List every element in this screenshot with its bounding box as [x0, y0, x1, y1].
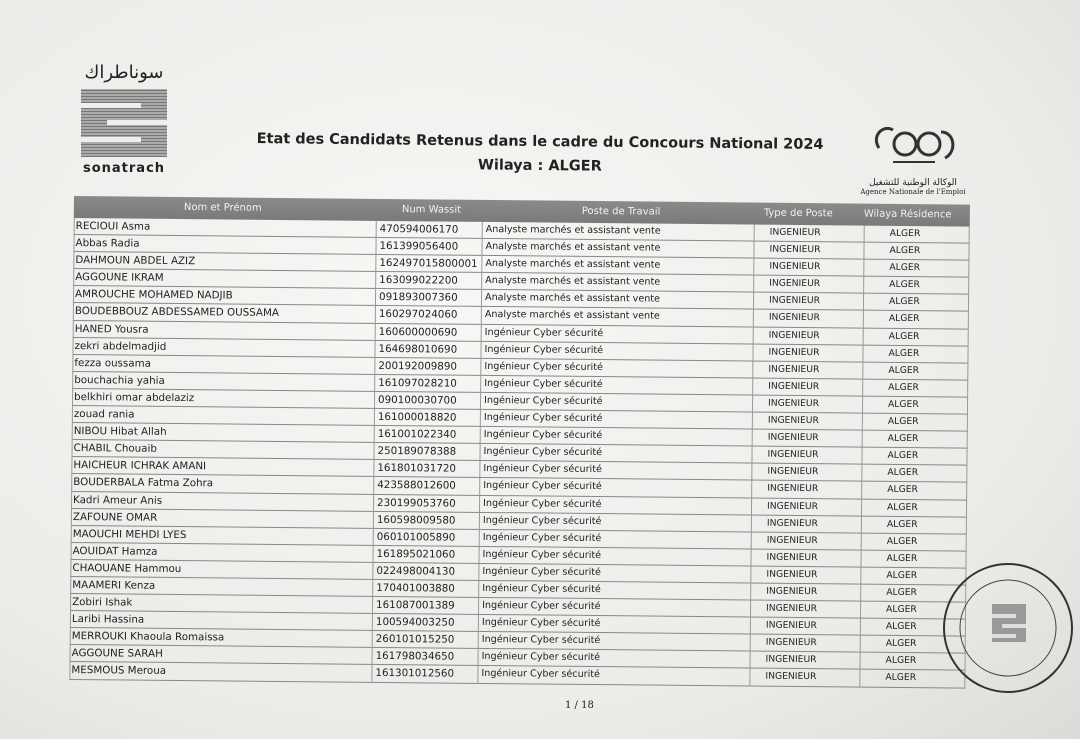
- cell-poste: Ingénieur Cyber sécurité: [482, 514, 602, 527]
- cell-poste: Ingénieur Cyber sécurité: [482, 599, 601, 613]
- cell-poste: Ingénieur Cyber sécurité: [484, 360, 603, 373]
- cell-type: INGENIEUR: [769, 277, 821, 290]
- cell-poste: Ingénieur Cyber sécurité: [483, 429, 603, 442]
- cell-wilaya: ALGER: [886, 552, 918, 564]
- cell-wassit: 161895021060: [376, 547, 456, 561]
- document-title: [240, 127, 840, 181]
- cell-wilaya: ALGER: [888, 330, 920, 342]
- cell-poste: Ingénieur Cyber sécurité: [484, 394, 603, 408]
- cell-wilaya: ALGER: [885, 672, 917, 684]
- cell-name: AOUIDAT Hamza: [72, 544, 158, 558]
- cell-type: INGENIEUR: [765, 619, 817, 632]
- cell-name: DAHMOUN ABDEL AZIZ: [75, 254, 196, 268]
- title-line-2: Wilaya : ALGER: [477, 157, 602, 175]
- cell-wassit: 170401003880: [376, 581, 455, 595]
- cell-type: INGENIEUR: [767, 483, 819, 495]
- cell-type: INGENIEUR: [767, 448, 819, 461]
- cell-wilaya: ALGER: [889, 227, 921, 240]
- cell-wassit: 160600000690: [378, 325, 458, 339]
- cell-wilaya: ALGER: [885, 655, 917, 667]
- cell-poste: Ingénieur Cyber sécurité: [482, 531, 602, 544]
- hr-stamp: [930, 560, 1080, 710]
- cell-wassit: 161798034650: [375, 650, 455, 664]
- cell-name: CHABIL Chouaib: [73, 442, 157, 456]
- sonatrach-emblem-icon: [81, 89, 167, 157]
- cell-name: bouchachia yahia: [74, 373, 165, 387]
- cell-wassit: 160598009580: [376, 513, 456, 527]
- cell-poste: Analyste marchés et assistant vente: [484, 309, 660, 323]
- cell-wassit: 161087001389: [376, 598, 455, 612]
- cell-type: INGENIEUR: [767, 431, 819, 444]
- cell-poste: Ingénieur Cyber sécurité: [483, 480, 602, 493]
- cell-poste: Ingénieur Cyber sécurité: [481, 617, 601, 630]
- cell-wassit: 060101005890: [376, 530, 456, 544]
- cell-name: fezza oussama: [74, 356, 152, 370]
- cell-type: INGENIEUR: [767, 465, 819, 478]
- cell-name: AGGOUNE SARAH: [71, 647, 163, 661]
- cell-wassit: 160297024060: [378, 308, 458, 322]
- cell-poste: Ingénieur Cyber sécurité: [484, 326, 604, 339]
- cell-wassit: 470594006170: [379, 222, 459, 236]
- cell-name: Zobiri Ishak: [72, 596, 133, 609]
- anem-arabic-name: الوكالة الوطنية للتشغيل: [869, 178, 957, 188]
- cell-name: ZAFOUNE OMAR: [72, 510, 158, 524]
- cell-name: MERROUKI Khaoula Romaissa: [71, 630, 225, 644]
- anem-french-name: Agence Nationale de l'Emploi: [860, 188, 966, 196]
- cell-wilaya: ALGER: [889, 279, 920, 291]
- cell-poste: Analyste marchés et assistant vente: [485, 241, 661, 254]
- title-line-1: Etat des Candidats Retenus dans le cadre du Concours National 2024: [256, 131, 824, 153]
- cell-type: INGENIEUR: [768, 363, 820, 375]
- cell-wilaya: ALGER: [887, 467, 919, 479]
- sonatrach-wordmark: sonatrach: [82, 161, 166, 176]
- cell-type: INGENIEUR: [768, 329, 820, 341]
- cell-wilaya: ALGER: [886, 518, 918, 530]
- sonatrach-arabic-name: سوناطراك: [84, 62, 164, 83]
- table-body: [69, 218, 969, 688]
- cell-wassit: 250189078388: [377, 445, 457, 458]
- cell-wilaya: ALGER: [888, 347, 920, 359]
- cell-wassit: 164698010690: [378, 342, 458, 356]
- cell-type: INGENIEUR: [768, 295, 821, 307]
- cell-name: BOUDEBBOUZ ABDESSAMED OUSSAMA: [74, 305, 279, 320]
- sonatrach-logo: [74, 62, 174, 176]
- cell-name: AMROUCHE MOHAMED NADJIB: [74, 288, 233, 302]
- cell-wilaya: ALGER: [886, 586, 918, 599]
- cell-type: INGENIEUR: [765, 636, 817, 649]
- cell-wassit: 161001022340: [377, 428, 457, 441]
- cell-type: INGENIEUR: [769, 226, 821, 239]
- cell-wassit: 090100030700: [377, 393, 457, 407]
- column-header-poste: Poste de Travail: [581, 205, 661, 218]
- cell-name: AGGOUNE IKRAM: [75, 271, 164, 285]
- cell-type: INGENIEUR: [766, 517, 818, 529]
- cell-poste: Ingénieur Cyber sécurité: [483, 446, 603, 459]
- cell-name: HAICHEUR ICHRAK AMANI: [73, 459, 207, 473]
- cell-type: INGENIEUR: [766, 585, 818, 598]
- cell-poste: Ingénieur Cyber sécurité: [484, 377, 603, 390]
- cell-wassit: 423588012600: [377, 479, 456, 493]
- cell-wilaya: ALGER: [887, 501, 918, 513]
- cell-wilaya: ALGER: [887, 432, 919, 445]
- cell-wassit: 100594003250: [375, 616, 455, 629]
- cell-wilaya: ALGER: [888, 313, 920, 325]
- cell-name: MESMOUS Meroua: [71, 664, 167, 678]
- cell-wassit: 200192009890: [378, 359, 458, 373]
- cell-type: INGENIEUR: [767, 500, 819, 512]
- cell-type: INGENIEUR: [769, 260, 821, 273]
- cell-name: zekri abdelmadjid: [74, 339, 167, 353]
- cell-wilaya: ALGER: [888, 381, 919, 393]
- cell-poste: Ingénieur Cyber sécurité: [483, 497, 602, 510]
- cell-name: belkhiri omar abdelaziz: [74, 390, 195, 405]
- cell-type: INGENIEUR: [768, 312, 820, 324]
- cell-name: MAAMERI Kenza: [72, 578, 156, 592]
- cell-type: INGENIEUR: [768, 380, 820, 393]
- cell-name: HANED Yousra: [74, 322, 149, 336]
- cell-name: zouad rania: [73, 408, 135, 421]
- cell-poste: Ingénieur Cyber sécurité: [482, 582, 601, 596]
- cell-wilaya: ALGER: [889, 262, 921, 274]
- cell-wassit: 260101015250: [375, 633, 455, 646]
- candidates-table: [69, 196, 970, 688]
- cell-poste: Ingénieur Cyber sécurité: [482, 548, 602, 561]
- cell-wilaya: ALGER: [886, 569, 918, 581]
- cell-wilaya: ALGER: [886, 535, 918, 547]
- cell-wilaya: ALGER: [887, 450, 919, 462]
- cell-wilaya: ALGER: [887, 484, 918, 496]
- cell-poste: Analyste marchés et assistant vente: [485, 223, 661, 237]
- cell-name: CHAOUANE Hammou: [72, 561, 182, 575]
- cell-poste: Ingénieur Cyber sécurité: [481, 651, 601, 664]
- cell-poste: Ingénieur Cyber sécurité: [481, 634, 601, 647]
- cell-type: INGENIEUR: [766, 551, 818, 563]
- cell-wassit: 022498004130: [376, 564, 456, 578]
- cell-wilaya: ALGER: [888, 364, 920, 376]
- cell-poste: Analyste marchés et assistant vente: [484, 292, 661, 306]
- cell-wilaya: ALGER: [885, 620, 917, 633]
- cell-type: INGENIEUR: [769, 243, 821, 256]
- cell-name: NIBOU Hibat Allah: [73, 425, 167, 439]
- cell-poste: Ingénieur Cyber sécurité: [483, 411, 603, 425]
- cell-wassit: 162497015800001: [379, 257, 478, 271]
- column-header-wassit: Num Wassit: [401, 204, 462, 216]
- cell-wilaya: ALGER: [886, 603, 917, 616]
- column-header-type: Type de Poste: [763, 207, 833, 220]
- cell-wilaya: ALGER: [887, 398, 919, 411]
- cell-wassit: 161399056400: [379, 240, 459, 253]
- cell-type: INGENIEUR: [767, 397, 820, 410]
- cell-name: Kadri Ameur Anis: [73, 493, 163, 507]
- cell-name: RECIOUI Asma: [75, 220, 151, 233]
- cell-type: INGENIEUR: [766, 534, 818, 546]
- cell-wassit: 230199053760: [377, 496, 456, 510]
- cell-type: INGENIEUR: [766, 602, 818, 615]
- cell-type: INGENIEUR: [768, 346, 820, 358]
- cell-wassit: 161801031720: [377, 462, 457, 475]
- anem-logo: [858, 118, 968, 196]
- page-number: 1 / 18: [565, 700, 594, 711]
- cell-name: Abbas Radia: [75, 237, 140, 250]
- cell-wassit: 163099022200: [379, 274, 458, 287]
- column-header-name: Nom et Prénom: [183, 202, 262, 214]
- cell-wilaya: ALGER: [887, 415, 919, 428]
- cell-type: INGENIEUR: [766, 568, 818, 581]
- cell-wassit: 091893007360: [378, 291, 458, 305]
- cell-name: BOUDERBALA Fatma Zohra: [73, 476, 214, 490]
- cell-wassit: 161097028210: [378, 376, 457, 390]
- cell-poste: Analyste marchés et assistant vente: [485, 258, 661, 271]
- cell-wilaya: ALGER: [888, 296, 920, 308]
- cell-poste: Ingénieur Cyber sécurité: [481, 668, 601, 681]
- cell-name: Laribi Hassina: [71, 613, 145, 626]
- cell-wassit: 161301012560: [375, 667, 455, 681]
- cell-wilaya: ALGER: [885, 638, 917, 650]
- cell-poste: Ingénieur Cyber sécurité: [482, 565, 601, 578]
- cell-type: INGENIEUR: [765, 654, 817, 666]
- stamp-seal-icon: [930, 560, 1080, 710]
- column-header-wilaya: Wilaya Résidence: [863, 208, 952, 221]
- cell-name: MAOUCHI MEHDI LYES: [72, 527, 187, 541]
- cell-type: INGENIEUR: [767, 414, 819, 427]
- cell-poste: Ingénieur Cyber sécurité: [483, 463, 602, 476]
- cell-wassit: 161000018820: [377, 410, 457, 424]
- cell-type: INGENIEUR: [765, 671, 817, 683]
- cell-poste: Analyste marchés et assistant vente: [485, 275, 661, 288]
- cell-wilaya: ALGER: [889, 244, 921, 257]
- anem-emblem-icon: [865, 118, 961, 174]
- cell-poste: Ingénieur Cyber sécurité: [484, 343, 604, 356]
